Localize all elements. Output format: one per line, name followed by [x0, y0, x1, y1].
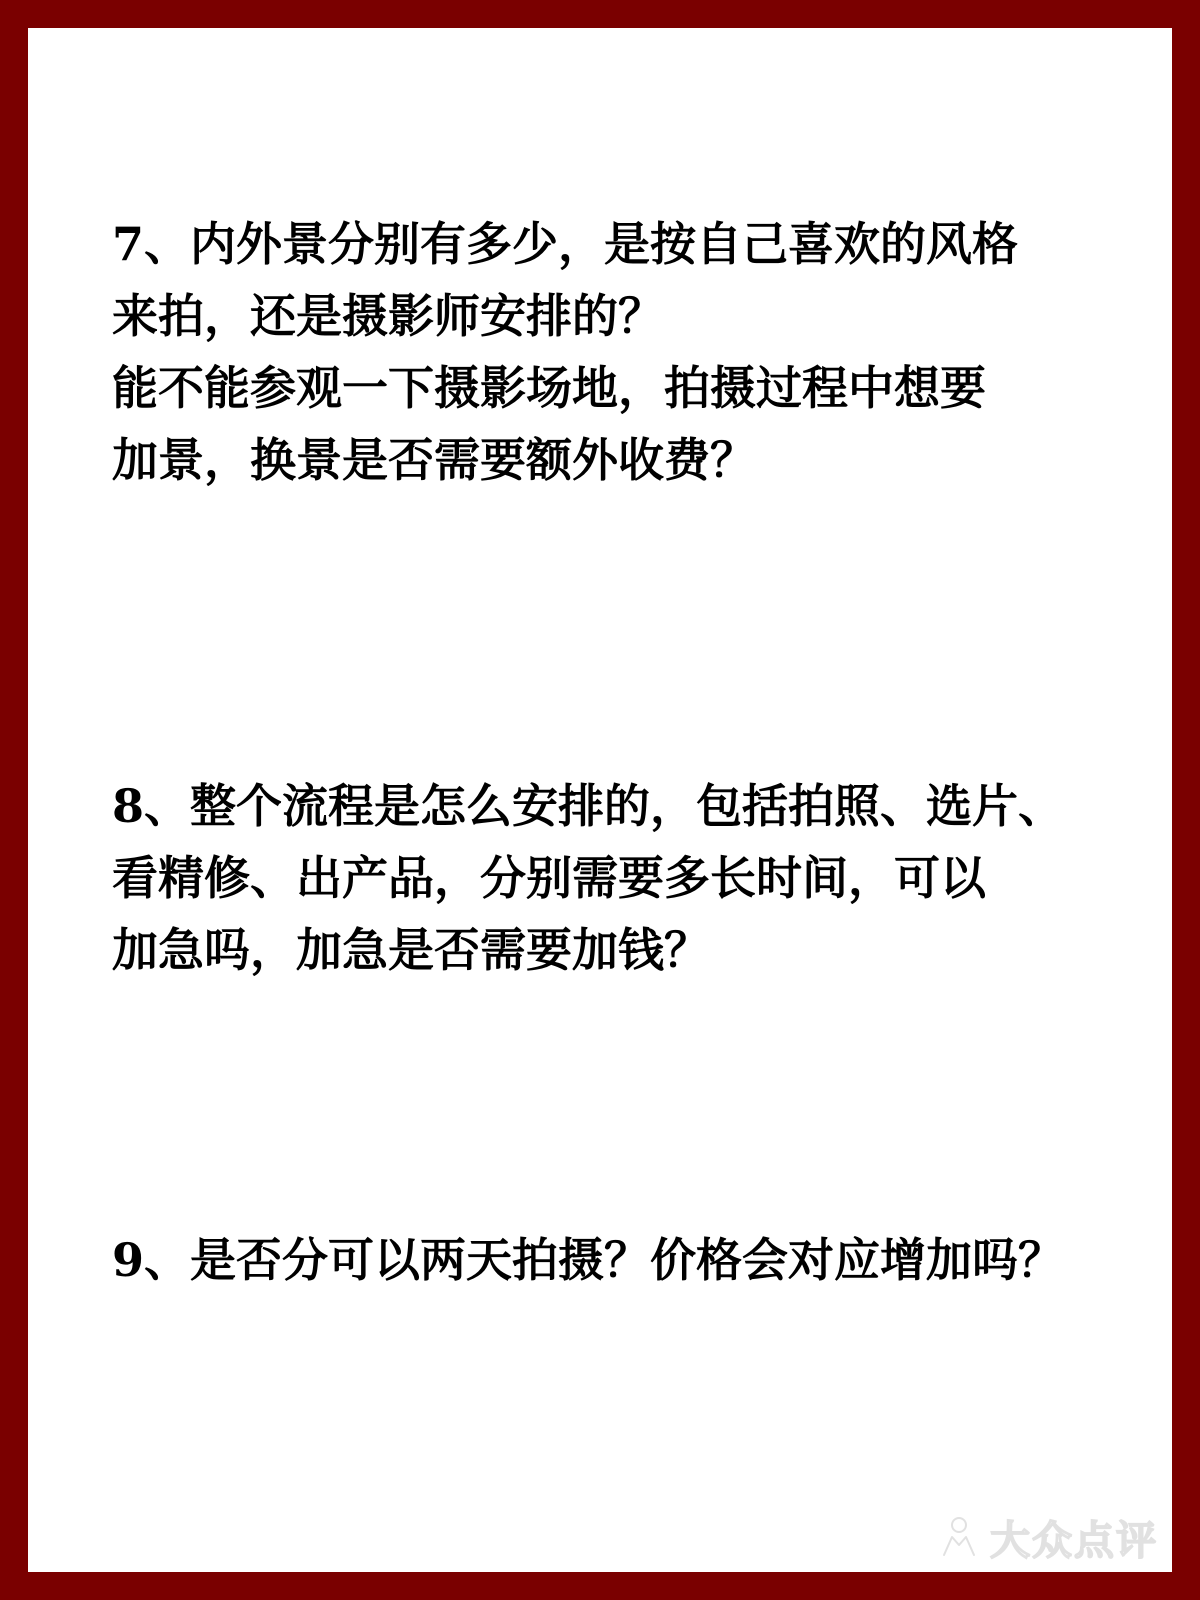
question-line: 加急吗，加急是否需要加钱？	[112, 923, 710, 977]
content-page	[28, 28, 1172, 1572]
question-8	[112, 770, 1142, 986]
watermark-text: 大众点评	[990, 1518, 1158, 1564]
dianping-logo-icon	[936, 1515, 982, 1561]
dianping-watermark	[936, 1509, 1158, 1566]
question-line: 8、整个流程是怎么安排的，包括拍照、选片、	[112, 779, 1065, 833]
question-9	[112, 1224, 1142, 1296]
question-line: 7、内外景分别有多少，是按自己喜欢的风格	[112, 217, 1019, 271]
question-line: 能不能参观一下摄影场地，拍摄过程中想要	[112, 361, 986, 415]
question-line: 来拍，还是摄影师安排的？	[112, 289, 664, 343]
question-7	[112, 208, 1142, 496]
question-line: 看精修、出产品，分别需要多长时间，可以	[112, 851, 986, 905]
question-line: 加景，换景是否需要额外收费？	[112, 433, 756, 487]
question-line: 9、是否分可以两天拍摄？价格会对应增加吗？	[112, 1233, 1065, 1287]
